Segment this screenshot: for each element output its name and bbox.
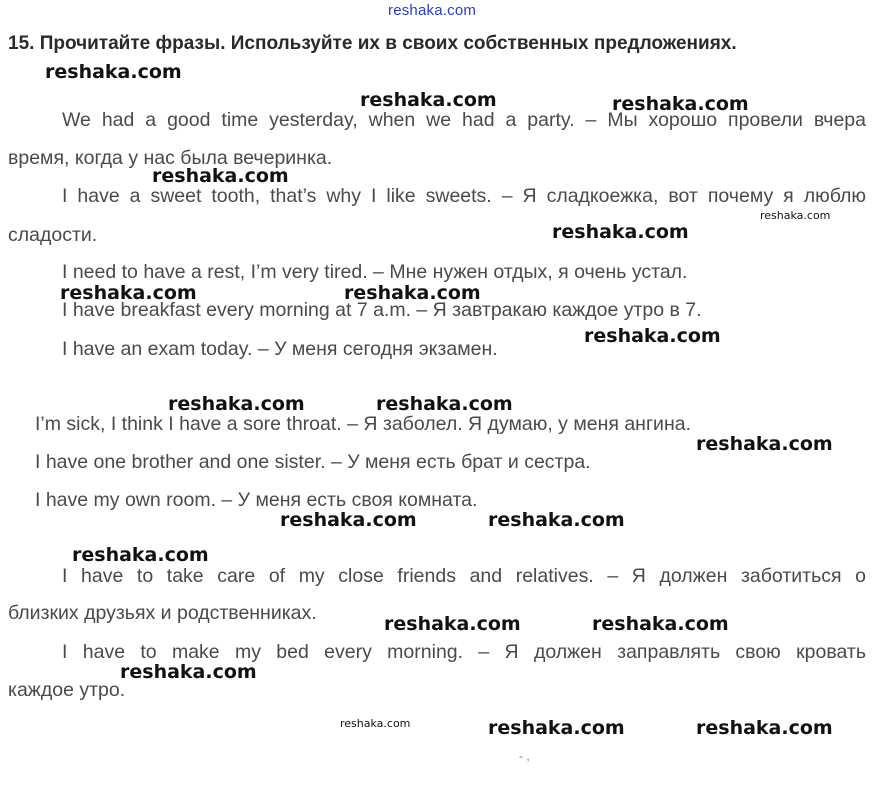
watermark: reshaka.com [60, 282, 197, 304]
sentence-line-2: время, когда у нас была вечеринка. [8, 147, 333, 169]
watermark: reshaka.com [45, 61, 182, 83]
watermark: reshaka.com [120, 661, 257, 683]
sentence-line-6: I have breakfast every morning at 7 a.m. – Я завтракаю каждое утро в 7. [62, 299, 702, 321]
sentence-line-11: I have to take care of my close friends and relatives. – Я должен заботиться о [62, 565, 866, 587]
footer-mark: - , [519, 749, 530, 763]
watermark: reshaka.com [280, 509, 417, 531]
sentence-line-14: каждое утро. [8, 679, 126, 701]
header-watermark: reshaka.com [388, 2, 477, 19]
watermark: reshaka.com [152, 165, 289, 187]
watermark: reshaka.com [360, 89, 497, 111]
task-title: 15. Прочитайте фразы. Используйте их в своих собственных предложениях. [8, 33, 737, 54]
sentence-line-7: I have an exam today. – У меня сегодня экзамен. [62, 338, 498, 360]
watermark: reshaka.com [72, 544, 209, 566]
sentence-line-9: I have one brother and one sister. – У меня есть брат и сестра. [35, 451, 591, 473]
sentence-line-5: I need to have a rest, I’m very tired. – Мне нужен отдых, я очень устал. [62, 261, 688, 283]
sentence-line-1: We had a good time yesterday, when we had a party. – Мы хорошо провели вчера [62, 109, 866, 131]
sentence-line-8: I’m sick, I think I have a sore throat. – Я заболел. Я думаю, у меня ангина. [35, 413, 691, 435]
watermark: reshaka.com [340, 717, 411, 730]
sentence-line-12: близких друзьях и родственниках. [8, 602, 317, 624]
watermark: reshaka.com [760, 209, 831, 222]
watermark: reshaka.com [168, 393, 305, 415]
sentence-line-4: сладости. [8, 224, 98, 246]
watermark: reshaka.com [612, 93, 749, 115]
watermark: reshaka.com [696, 433, 833, 455]
watermark: reshaka.com [696, 717, 833, 739]
watermark: reshaka.com [384, 613, 521, 635]
watermark: reshaka.com [552, 221, 689, 243]
sentence-line-3: I have a sweet tooth, that’s why I like sweets. – Я сладкоежка, вот почему я люблю [62, 185, 866, 207]
sentence-line-13: I have to make my bed every morning. – Я должен заправлять свою кровать [62, 641, 866, 663]
watermark: reshaka.com [344, 282, 481, 304]
watermark: reshaka.com [488, 717, 625, 739]
sentence-line-10: I have my own room. – У меня есть своя комната. [35, 489, 478, 511]
watermark: reshaka.com [592, 613, 729, 635]
watermark: reshaka.com [376, 393, 513, 415]
watermark: reshaka.com [488, 509, 625, 531]
watermark: reshaka.com [584, 325, 721, 347]
